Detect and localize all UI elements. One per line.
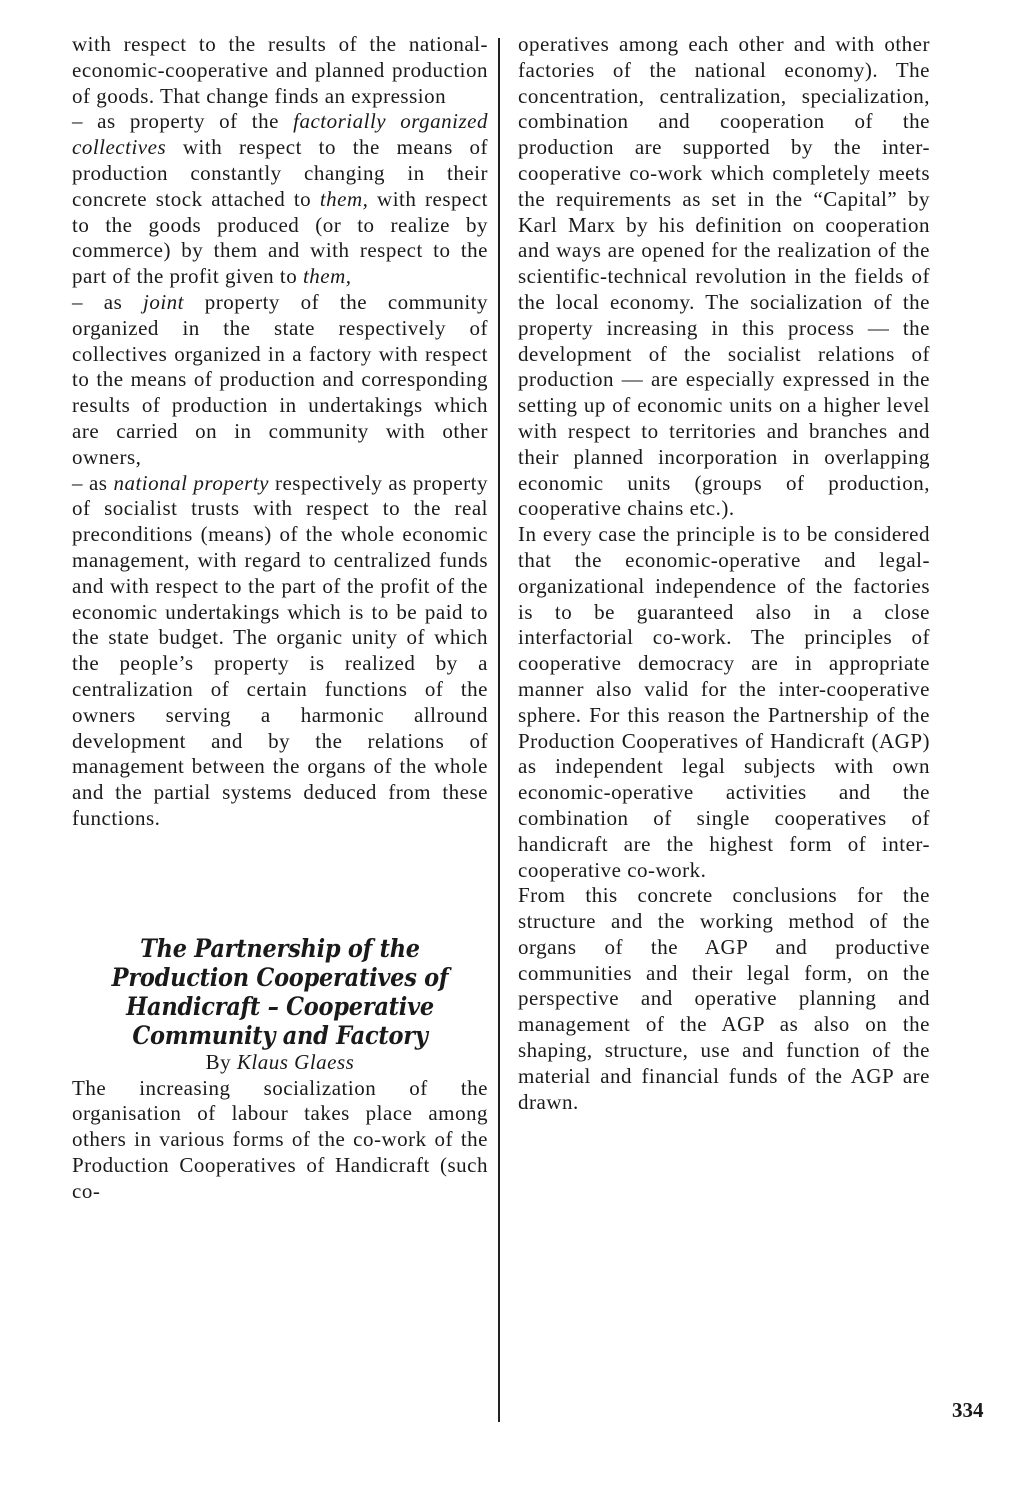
- emphasis-text: joint: [143, 289, 185, 314]
- paragraph-cooperation: operatives among each other and with other factories of the national economy). The concentration, centralization, specialization, combination and cooperation of the production are supported by the inter-cooperative co-work which completely meets the requirements as set in the “Capital” by Karl Marx by his definition on cooperation and ways are opened for the realization of the scientific-technical revolution in the fields of the local economy. The socialization of the property increasing in this process — the development of the socialist relations of production — are especially expressed in the setting up of economic units on a higher level with respect to territories and branches and their planned incorporation in overlapping economic units (groups of production, cooperative chains etc.).: [518, 32, 930, 521]
- item-lead: – as property of the: [72, 109, 294, 134]
- list-item-factorial-property: [72, 109, 488, 290]
- paragraph-conclusions: From this concrete conclusions for the structure and the working method of the organs of the AGP and productive communities and their legal form, on the perspective and operative planning and management of the AGP as also on the shaping, structure, use and function of the material and financial funds of the AGP are drawn.: [518, 883, 930, 1114]
- item-text: respectively as property of socialist trusts with respect to the real preconditions (means) of the whole economic management, with regard to centralized funds and with respect to the part of the profit of the economic undertakings which is to be paid to the state budget. The organic unity of which the people’s property is realized by a centralization of certain functions of the owners serving a harmonic allround development and by the relations of management between the organs of the whole and the partial systems deduced from these functions.: [72, 470, 489, 830]
- paragraph-intro: with respect to the results of the national-economic-cooperative and planned production of goods. That change finds an expression: [72, 32, 488, 108]
- byline-prefix: By: [205, 1049, 237, 1074]
- article-body: The increasing socialization of the organisation of labour takes place among others in various forms of the co-work of the Production Cooperatives of Handicraft (such co-: [72, 1075, 488, 1203]
- section-spacer: [72, 832, 488, 934]
- list-item-joint-property: [72, 290, 488, 471]
- item-lead: – as: [72, 470, 114, 495]
- right-column: [518, 32, 930, 1115]
- column-divider: [498, 38, 500, 1422]
- paragraph-principle: In every case the principle is to be considered that the economic-operative and legal-organizational independence of the factories is to be guaranteed also in a close interfactorial co-work. The principles of cooperative democracy are in appropriate manner also valid for the inter-cooperative sphere. For this reason the Partnership of the Production Cooperatives of Handicraft (AGP) as independent legal subjects with own economic-operative activities and the combination of single cooperatives of handicraft are the highest form of inter-cooperative co-work.: [518, 522, 930, 882]
- emphasis-text: them,: [302, 264, 352, 289]
- author-name: Klaus Glaess: [236, 1049, 355, 1074]
- item-text: with respect to the goods produced (or to realize by commerce) by them and with respect to the part of the profit given to: [72, 186, 488, 289]
- article-title: The Partnership of the Production Cooperatives of Handicraft – Cooperative Community and Factory: [111, 933, 449, 1050]
- item-text: property of the community organized in the state respectively of collectives organized in a factory with respect to the means of production and corresponding results of production in undertakings which are carried on in community with other owners,: [72, 289, 489, 469]
- emphasis-text: national property: [113, 470, 269, 495]
- left-column: [72, 32, 488, 1204]
- list-item-national-property: [72, 471, 488, 832]
- article-byline: [72, 1050, 488, 1076]
- item-lead: – as: [72, 289, 144, 314]
- page-number: 334: [952, 1398, 984, 1422]
- emphasis-text: them,: [319, 186, 369, 211]
- item-text: with respect to the means of production constantly changing in their concrete stock attached to: [72, 135, 488, 211]
- emphasis-text: factorially organized collectives: [72, 109, 488, 160]
